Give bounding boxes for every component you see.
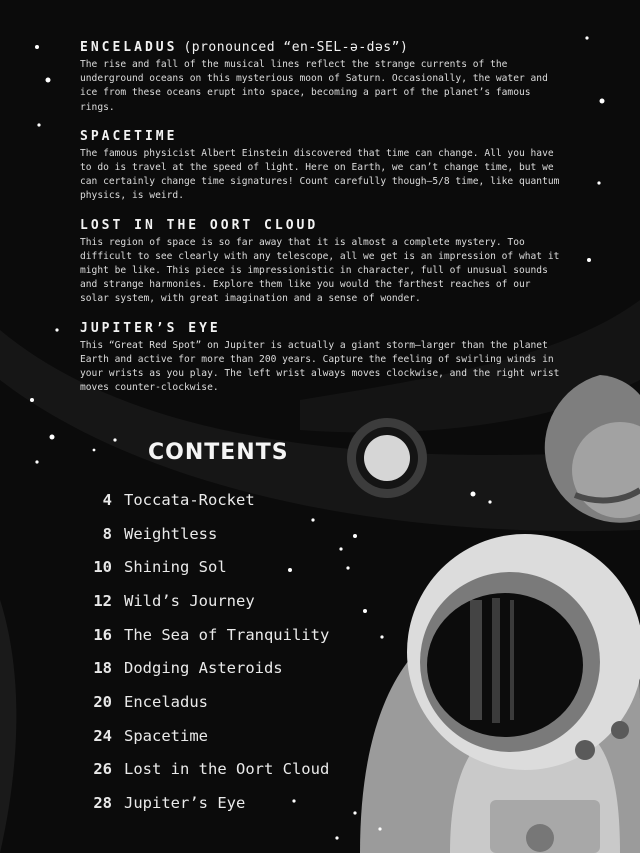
toc-item[interactable] <box>78 550 329 584</box>
section-title: LOST IN THE OORT CLOUD <box>80 217 319 233</box>
piece-descriptions <box>80 40 562 409</box>
toc-item-title: Enceladus <box>124 692 208 711</box>
toc-item-title: Jupiter’s Eye <box>124 794 246 813</box>
toc-item[interactable] <box>78 517 329 551</box>
toc-item-title: Weightless <box>124 524 218 543</box>
toc-page-number: 26 <box>93 760 112 779</box>
section-oort-cloud <box>80 218 562 307</box>
toc-page-number: 16 <box>93 625 112 644</box>
section-heading <box>80 40 562 55</box>
toc-item[interactable] <box>78 651 329 685</box>
toc-item-title: The Sea of Tranquility <box>124 625 330 644</box>
toc-page-number: 8 <box>102 524 112 543</box>
section-title: JUPITER’S EYE <box>80 320 221 336</box>
toc-item[interactable] <box>78 753 329 787</box>
toc-page-number: 12 <box>93 591 112 610</box>
swirl-band-left <box>0 520 16 853</box>
toc-item-title: Lost in the Oort Cloud <box>124 760 330 779</box>
section-text: This region of space is so far away that it is almost a complete mystery. Too difficult to see clearly with any telescope, all we get is an impression of what it might be like. This piece is impressionistic in character, full of unusual sounds and strange harmonies. Explore them like you would the farthest reaches of our solar system, with great imagination and a sense of wonder. <box>80 236 560 305</box>
toc-item-title: Shining Sol <box>124 558 227 577</box>
toc-page-number: 10 <box>93 558 112 577</box>
toc-item[interactable] <box>78 685 329 719</box>
toc-item-title: Toccata-Rocket <box>124 490 255 509</box>
section-enceladus <box>80 40 562 115</box>
contents-title: CONTENTS <box>148 440 289 465</box>
toc-item[interactable] <box>78 584 329 618</box>
section-jupiters-eye <box>80 321 562 396</box>
toc-item-title: Dodging Asteroids <box>124 659 283 678</box>
section-title: SPACETIME <box>80 128 178 144</box>
section-text: This “Great Red Spot” on Jupiter is actually a giant storm—larger than the planet Earth and active for more than 200 years. Capture the feeling of swirling winds in your wrists as you play. The left wrist always moves clockwise, and the right wrist moves counter-clockwise. <box>80 339 560 394</box>
section-title: ENCELADUS <box>80 40 178 55</box>
table-of-contents <box>78 483 329 820</box>
toc-page-number: 20 <box>93 692 112 711</box>
section-spacetime <box>80 129 562 204</box>
pronunciation: (pronounced “en-SEL-ə-dəs”) <box>183 40 409 55</box>
astronaut-icon <box>360 534 640 853</box>
toc-page-number: 4 <box>102 490 112 509</box>
toc-item-title: Spacetime <box>124 726 208 745</box>
moon-icon <box>347 418 427 498</box>
section-text: The rise and fall of the musical lines reflect the strange currents of the underground oceans on this mysterious moon of Saturn. Occasionally, the water and ice from these oceans erupt into space, becoming a part of the planet’s famous rings. <box>80 59 548 113</box>
toc-item-title: Wild’s Journey <box>124 591 255 610</box>
toc-page-number: 18 <box>93 659 112 678</box>
section-text: The famous physicist Albert Einstein discovered that time can change. All you have to do is travel at the speed of light. Here on Earth, we can’t change time, but we can certainly change time signatures! Count carefully though—5/8 time, like quantum physics, is weird. <box>80 147 560 202</box>
toc-page-number: 28 <box>93 794 112 813</box>
toc-page-number: 24 <box>93 726 112 745</box>
toc-item[interactable] <box>78 483 329 517</box>
toc-item[interactable] <box>78 618 329 652</box>
toc-item[interactable] <box>78 719 329 753</box>
toc-item[interactable] <box>78 786 329 820</box>
